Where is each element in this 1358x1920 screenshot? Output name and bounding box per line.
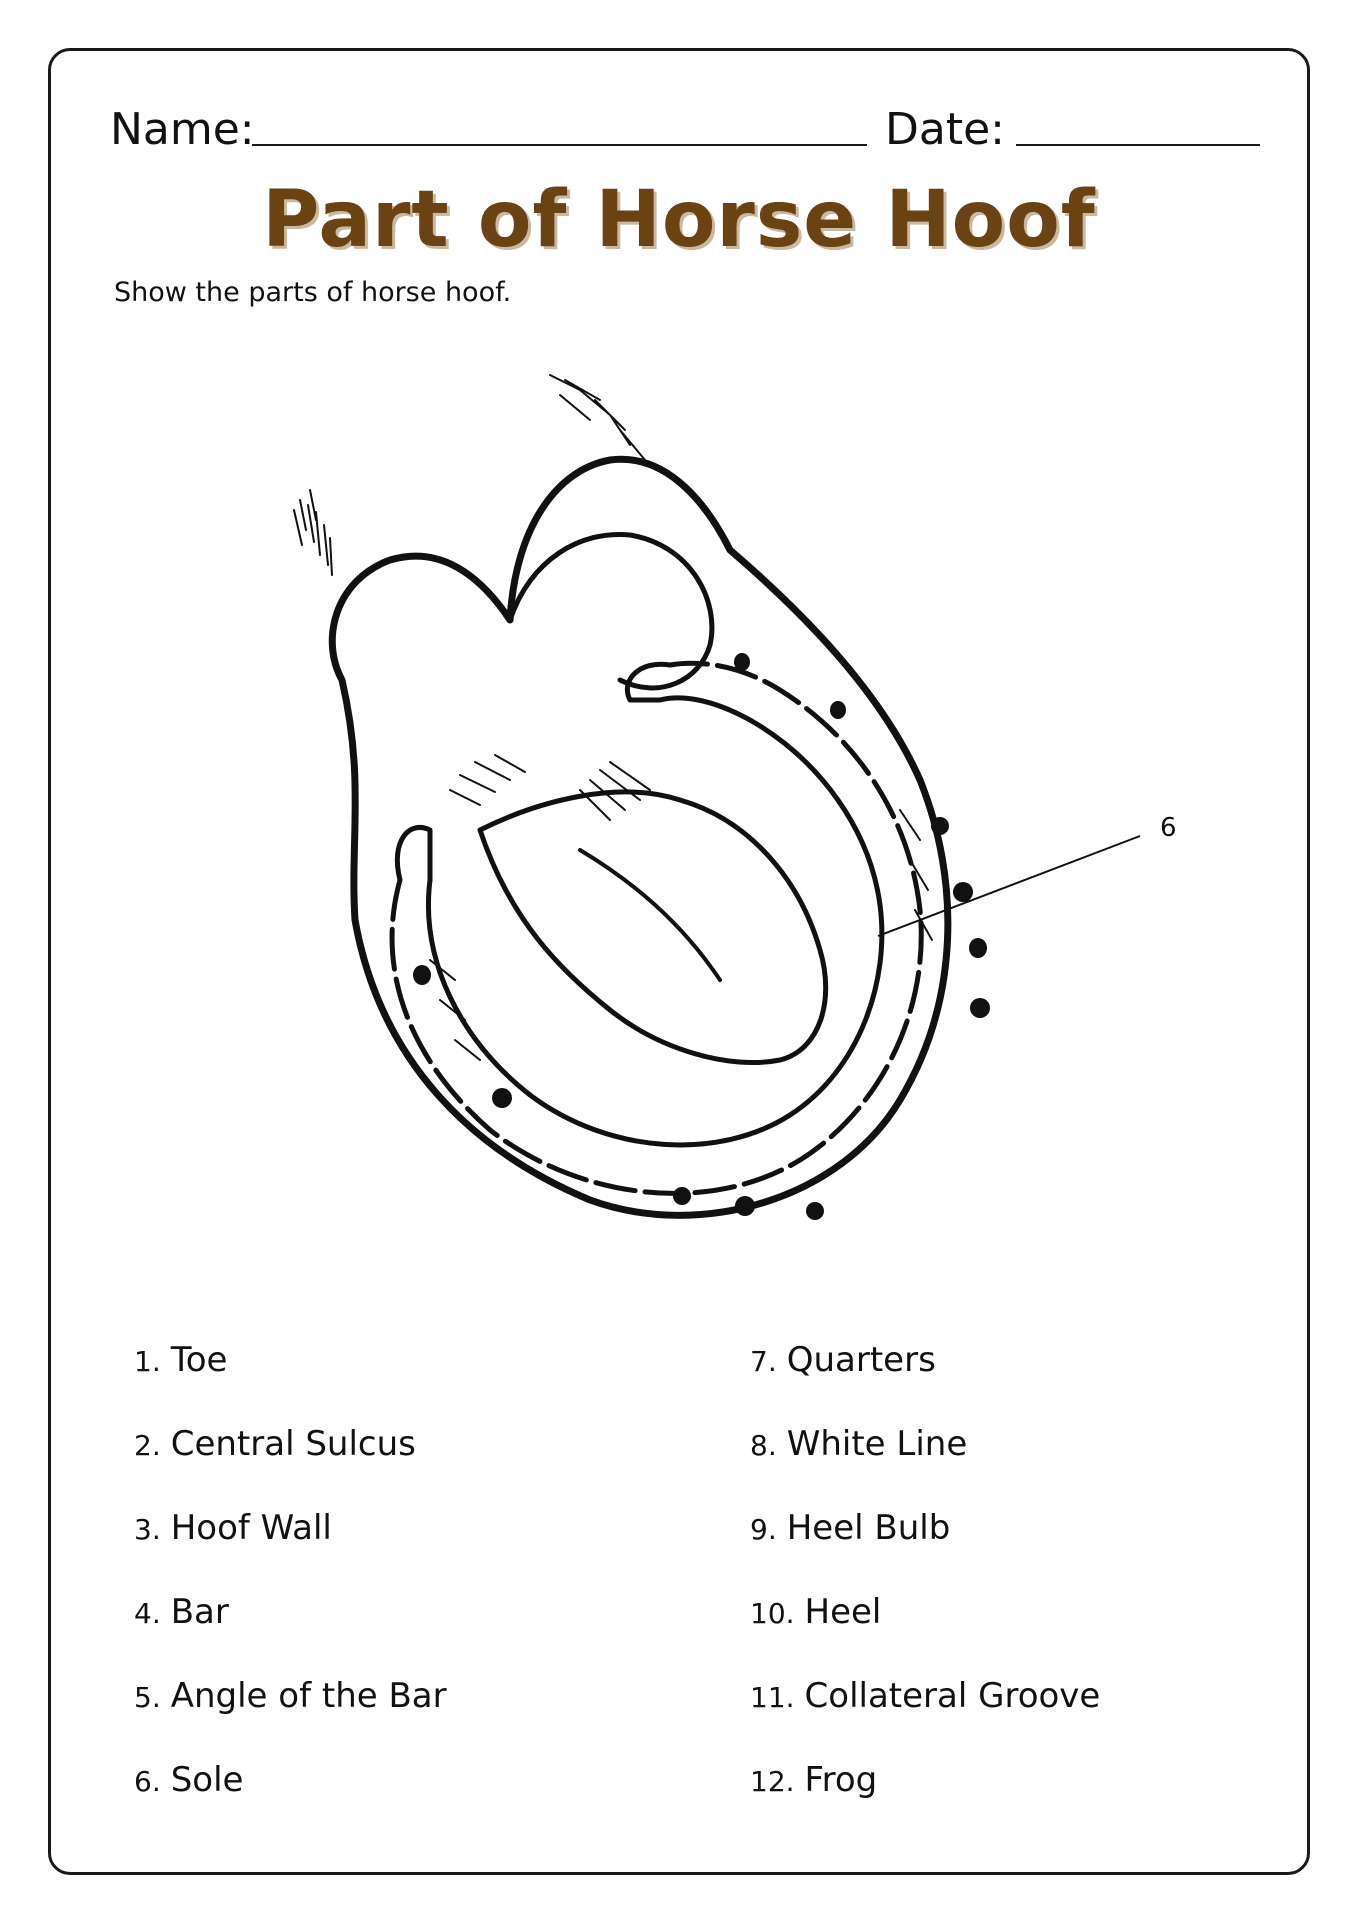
list-item-number: 10. bbox=[750, 1597, 795, 1630]
hoof-wall-outline bbox=[332, 459, 948, 1215]
name-field[interactable] bbox=[252, 144, 867, 146]
list-item bbox=[134, 1590, 229, 1636]
list-item bbox=[750, 1590, 881, 1636]
list-item-label: Toe bbox=[170, 1340, 228, 1380]
list-item bbox=[134, 1674, 447, 1720]
list-item bbox=[750, 1338, 936, 1384]
list-item-number: 8. bbox=[750, 1429, 777, 1462]
list-item-label: Angle of the Bar bbox=[170, 1676, 447, 1716]
list-item-number: 12. bbox=[750, 1765, 795, 1798]
frog-outline bbox=[480, 792, 826, 1063]
list-item-number: 11. bbox=[750, 1681, 795, 1714]
list-item-label: Heel Bulb bbox=[786, 1508, 951, 1548]
horseshoe-outer bbox=[392, 663, 921, 1193]
list-item-number: 1. bbox=[134, 1345, 161, 1378]
list-item-number: 3. bbox=[134, 1513, 161, 1546]
list-item-label: White Line bbox=[786, 1424, 968, 1464]
list-item-label: Heel bbox=[804, 1592, 882, 1632]
central-sulcus bbox=[580, 850, 720, 980]
list-item-label: Sole bbox=[170, 1760, 244, 1800]
list-item-number: 2. bbox=[134, 1429, 161, 1462]
list-item-label: Central Sulcus bbox=[170, 1424, 416, 1464]
list-item-label: Bar bbox=[170, 1592, 229, 1632]
list-item bbox=[750, 1758, 877, 1804]
list-item-label: Quarters bbox=[786, 1340, 936, 1380]
name-label: Name: bbox=[110, 104, 255, 155]
list-item-number: 7. bbox=[750, 1345, 777, 1378]
callout-label: 6 bbox=[1160, 813, 1177, 843]
date-label: Date: bbox=[885, 104, 1005, 155]
list-item bbox=[134, 1422, 416, 1468]
horseshoe-upper-end bbox=[627, 664, 670, 700]
list-item-number: 5. bbox=[134, 1681, 161, 1714]
page-title: Part of Horse Hoof bbox=[262, 175, 1096, 265]
hair-tuft bbox=[294, 375, 645, 575]
list-item bbox=[134, 1758, 243, 1804]
horse-hoof-diagram bbox=[280, 360, 1200, 1260]
list-item bbox=[750, 1422, 967, 1468]
horseshoe-left-end bbox=[397, 827, 430, 880]
list-item bbox=[134, 1506, 332, 1552]
list-item-label: Collateral Groove bbox=[804, 1676, 1101, 1716]
list-item-number: 4. bbox=[134, 1597, 161, 1630]
parts-list bbox=[134, 1338, 1234, 1818]
list-item bbox=[750, 1674, 1100, 1720]
date-field[interactable] bbox=[1016, 144, 1260, 146]
horseshoe-inner bbox=[428, 698, 881, 1145]
list-item-label: Hoof Wall bbox=[170, 1508, 332, 1548]
instruction-text: Show the parts of horse hoof. bbox=[114, 277, 512, 308]
header-row bbox=[110, 100, 1270, 160]
list-item bbox=[750, 1506, 950, 1552]
list-item-number: 9. bbox=[750, 1513, 777, 1546]
list-item bbox=[134, 1338, 227, 1384]
list-item-number: 6. bbox=[134, 1765, 161, 1798]
list-item-label: Frog bbox=[804, 1760, 878, 1800]
